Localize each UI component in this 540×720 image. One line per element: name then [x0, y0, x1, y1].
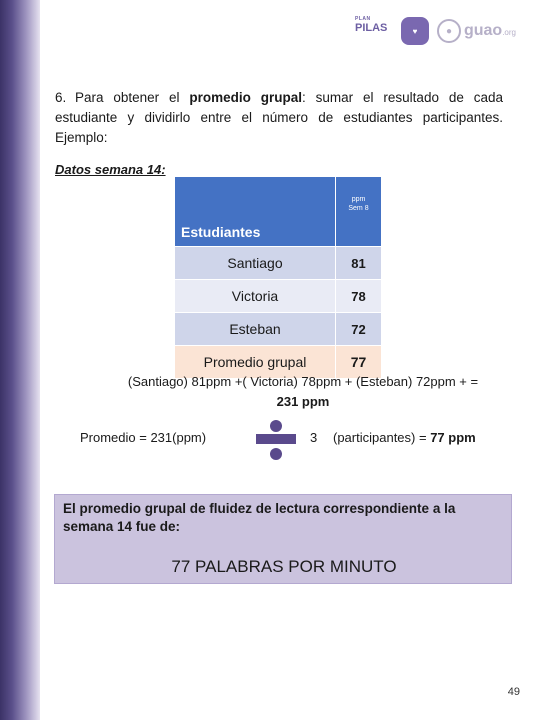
decorative-sidebar [0, 0, 40, 720]
heart-people-logo-icon: ♥ [401, 17, 429, 45]
table-row [175, 313, 381, 346]
student-name: Victoria [175, 280, 336, 313]
header-week-label: Sem 8 [348, 205, 369, 212]
header-unit [336, 177, 382, 247]
result-box [54, 494, 512, 584]
student-value: 78 [336, 280, 382, 313]
result-answer: 77 PALABRAS POR MINUTO [171, 557, 397, 576]
table-header-row [175, 177, 381, 247]
sum-total: 231 ppm [276, 394, 330, 409]
division-sign-icon [256, 420, 296, 460]
division-divisor: 3 [310, 430, 318, 445]
guao-logo [437, 19, 516, 43]
plan-pilas-logo [355, 16, 393, 46]
student-name: Santiago [175, 247, 336, 280]
plan-pilas-logo-main: PILAS [354, 22, 388, 34]
division-left: Promedio = 231(ppm) [80, 430, 207, 445]
header-logos [355, 16, 516, 46]
header-unit-label: ppm [351, 196, 366, 203]
division-result: 77 ppm [430, 430, 476, 445]
result-question: El promedio grupal de fluidez de lectura correspondiente a la semana 14 fue de: [63, 501, 456, 534]
student-value: 81 [336, 247, 382, 280]
division-right-text: (participantes) = [333, 430, 431, 445]
average-label: Promedio grupal [175, 346, 336, 379]
table-row [175, 280, 381, 313]
students-table [175, 177, 381, 378]
sum-line: (Santiago) 81ppm +( Victoria) 78ppm + (Esteban) 72ppm + = [127, 374, 479, 389]
sum-equation [98, 372, 508, 412]
plan-pilas-logo-top: PLAN [354, 16, 371, 22]
guao-logo-name: guao [463, 22, 503, 39]
instruction-paragraph [55, 88, 503, 148]
division-equation [80, 420, 520, 460]
table-row [175, 247, 381, 280]
instruction-text-after: : sumar el resultado de cada estudiante y dividirlo entre el número de estudiantes participantes. Ejemplo: [55, 90, 503, 145]
instruction-text-before: Para obtener el [75, 90, 190, 105]
student-name: Esteban [175, 313, 336, 346]
average-value: 77 [336, 346, 382, 379]
header-students: Estudiantes [175, 177, 336, 247]
guao-logo-suffix: .org [502, 28, 516, 37]
paw-icon: ● [437, 19, 461, 43]
page-number: 49 [507, 686, 520, 698]
instruction-bold-term: promedio grupal [189, 90, 303, 105]
instruction-number: 6. [55, 90, 67, 105]
student-value: 72 [336, 313, 382, 346]
datos-heading: Datos semana 14: [55, 162, 166, 177]
